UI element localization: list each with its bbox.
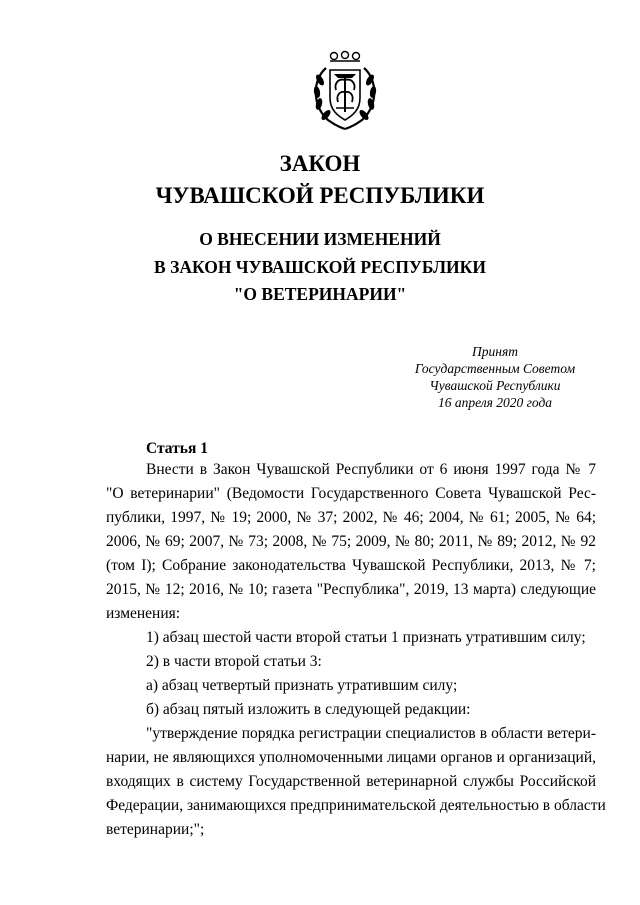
adoption-note-line: Государственным Советом (414, 361, 576, 376)
law-subject-line: В ЗАКОН ЧУВАШСКОЙ РЕСПУБЛИКИ (154, 256, 486, 277)
body-line: а) абзац четвертый признать утратившим силу; (146, 677, 458, 694)
body-line: публики, 1997, № 19; 2000, № 37; 2002, № 46; 2004, № 61; 2005, № 64; (106, 509, 596, 526)
body-line: входящих в систему Государственной ветеринарной службы Российской (106, 773, 596, 790)
law-subject-line: "О ВЕТЕРИНАРИИ" (233, 284, 407, 304)
body-line: изменения: (106, 605, 181, 622)
article-heading: Статья 1 (146, 440, 208, 457)
body-line: "О ветеринарии" (Ведомости Государственного Совета Чувашской Рес- (106, 485, 596, 502)
coat-of-arms-emblem (308, 50, 382, 132)
adoption-date: 16 апреля 2020 года (437, 395, 553, 410)
body-line: 2015, № 12; 2016, № 10; газета "Республика", 2019, 13 марта) следующие (106, 581, 596, 598)
body-line: 2006, № 69; 2007, № 73; 2008, № 75; 2009, № 80; 2011, № 89; 2012, № 92 (106, 533, 596, 550)
adoption-note-line: Принят (472, 344, 518, 359)
adoption-note (400, 343, 590, 411)
law-title-line: ЧУВАШСКОЙ РЕСПУБЛИКИ (155, 183, 485, 208)
body-line: 1) абзац шестой части второй статьи 1 признать утратившим силу; (146, 629, 586, 646)
body-line: 2) в части второй статьи 3: (146, 653, 322, 670)
body-line: Внести в Закон Чувашской Республики от 6 июня 1997 года № 7 (146, 461, 596, 478)
body-line: Федерации, занимающихся предпринимательской деятельностью в области (106, 797, 606, 814)
law-subject-line: О ВНЕСЕНИИ ИЗМЕНЕНИЙ (199, 229, 441, 249)
adoption-note-line: Чувашской Республики (429, 378, 561, 393)
body-line: (том I); Собрание законодательства Чувашской Республики, 2013, № 7; (106, 557, 596, 574)
body-line: нарии, не являющихся уполномоченными лицами органов и организаций, (106, 749, 596, 766)
body-line: ветеринарии;"; (106, 821, 205, 838)
article-body (106, 458, 606, 842)
law-title-line: ЗАКОН (279, 151, 361, 176)
body-line: б) абзац пятый изложить в следующей редакции: (146, 701, 471, 718)
body-line: "утверждение порядка регистрации специалистов в области ветери- (146, 725, 596, 742)
law-title (0, 148, 640, 212)
law-subject (0, 226, 640, 309)
